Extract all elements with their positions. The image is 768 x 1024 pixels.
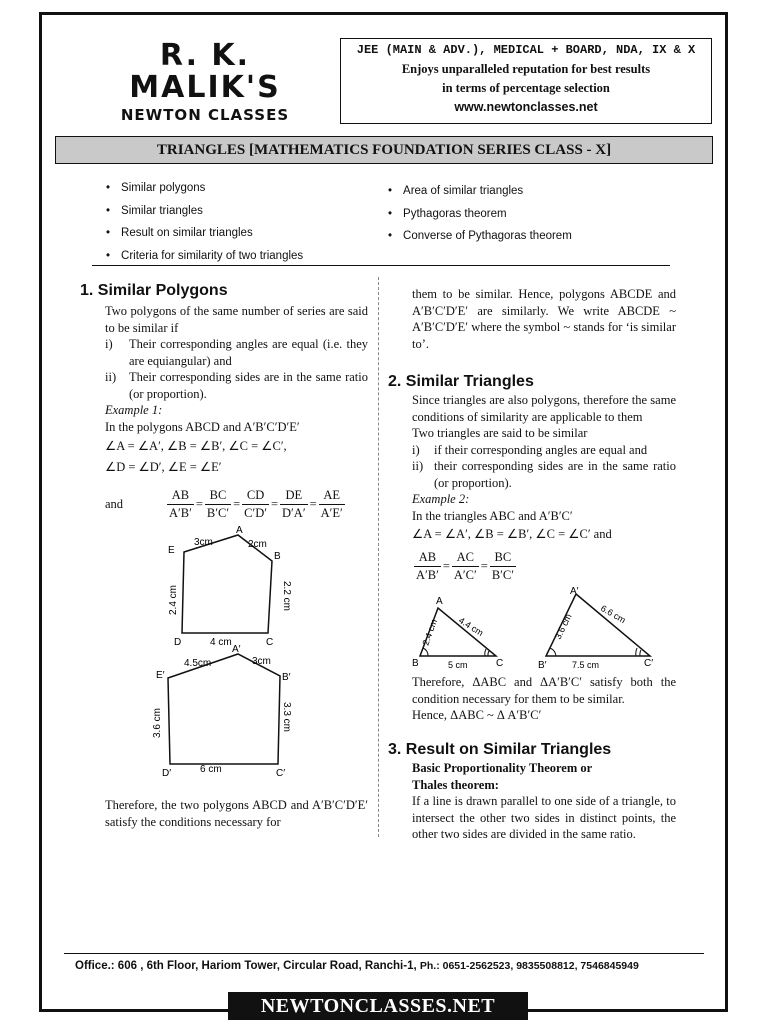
side-label: 5 cm (448, 660, 468, 670)
side-label: 7.5 cm (572, 660, 600, 670)
vertex-label: A′ (570, 586, 579, 597)
ratio-row: and $\frac{AB}{A'B'}$ = $\frac{BC}{B'C'}$ = $\frac{CD}{C'D'}$ = $\frac{DE}{D'A'}$ = $\frac{AE}{A'E'}$ (105, 488, 343, 520)
cond-text: their corresponding sides are in the same ratio (or proportion). (434, 459, 676, 490)
side-label: 2.4 cm (420, 617, 440, 647)
condition-2 (105, 369, 368, 402)
ratio-row-2: $\frac{AB}{A'B'}$ = $\frac{AC}{A'C'}$ = $\frac{BC}{B'C'}$ (416, 550, 514, 582)
hence-text: Hence, ΔABC ~ Δ A′B′C′ (412, 708, 542, 722)
theorem-text: If a line is drawn parallel to one side of a triangle, to intersect the other two sides in distinct points, the other two sides are divided in the same ratio. (412, 794, 676, 841)
topic-item: • Similar triangles (106, 200, 303, 223)
brand-logo (80, 40, 330, 124)
pentagon-figure-1 (140, 525, 320, 650)
vertex-label: A′ (232, 644, 241, 655)
side-label: 3cm (194, 537, 213, 548)
ratio: $\frac{BC}{B'C'}$ (491, 550, 514, 582)
theorem-name: Thales theorem: (412, 777, 499, 792)
section1-body (105, 303, 368, 475)
topic-item: • Similar polygons (106, 177, 303, 200)
office-address: Office.: 606 , 6th Floor, Hariom Tower, Circular Road, Ranchi-1, (75, 960, 417, 972)
ratio: $\frac{AE}{A'E'}$ (320, 488, 343, 520)
side-label: 6.6 cm (599, 603, 628, 626)
vertex-label: D′ (162, 768, 172, 779)
conclusion-text: Therefore, ΔABC and ΔA′B′C′ satisfy both the condition necessary for them to be similar. (412, 675, 676, 706)
pentagon-figure-2 (150, 640, 320, 780)
example-label: Example 2: (412, 492, 470, 506)
cond-text: if their corresponding angles are equal and (434, 442, 648, 457)
vertex-label: E (168, 545, 175, 556)
vertex-label: A (236, 525, 243, 536)
vertex-label: C′ (644, 658, 654, 669)
theorem-name: Basic Proportionality Theorem or (412, 761, 593, 775)
side-label: 2cm (248, 539, 267, 550)
courses-line: JEE (MAIN & ADV.), MEDICAL + BOARD, NDA, IX & X (356, 43, 696, 57)
vertex-label: A (436, 596, 443, 607)
side-label: 6 cm (200, 764, 222, 775)
section3-heading: 3. Result on Similar Triangles (388, 741, 612, 758)
brand-subtitle: NEWTON CLASSES (120, 106, 290, 124)
side-label: 4 cm (210, 637, 232, 648)
section2-para: Two triangles are said to be similar (412, 426, 588, 440)
topic-item: • Area of similar triangles (388, 180, 572, 203)
topic-item: • Result on similar triangles (106, 222, 303, 245)
footer-divider (64, 953, 704, 954)
cond-text: Their corresponding sides are in the same ratio (or proportion). (129, 370, 368, 401)
phone-numbers: Ph.: 0651-2562523, 9835508812, 7546845949 (419, 960, 639, 972)
reputation-line: Enjoys unparalleled reputation for best results (401, 62, 651, 76)
cond-num: i) (105, 337, 113, 351)
section1-intro: Two polygons of the same number of series are said to be similar if (105, 304, 368, 335)
vertex-label: B′ (538, 660, 547, 671)
section2-body (412, 392, 676, 543)
example-line: In the polygons ABCD and A′B′C′D′E′ (105, 419, 300, 434)
similarity-note: them to be similar. Hence, polygons ABCDE and A′B′C′D′E′ are similarly. We write ABCDE ~ A′B′C′D′E′ where the symbol ~ stands for ‘is similar to’. (412, 287, 676, 351)
condition-1 (412, 442, 676, 459)
side-label: 2.2 cm (281, 581, 292, 612)
angle-equalities-2: ∠D = ∠D′, ∠E = ∠E′ (105, 459, 222, 474)
side-label: 3.3 cm (281, 702, 292, 733)
side-label: 4.4 cm (456, 615, 486, 639)
ratio: $\frac{AB}{A'B'}$ (169, 488, 192, 520)
side-label: 3cm (252, 656, 271, 667)
angle-equalities: ∠A = ∠A′, ∠B = ∠B′, ∠C = ∠C′ and (412, 527, 612, 541)
cond-num: i) (412, 442, 420, 457)
section1-heading: 1. Similar Polygons (80, 282, 228, 299)
example-label: Example 1: (105, 403, 163, 417)
section1-conclusion: Therefore, the two polygons ABCD and A′B′C′D′E′ satisfy the conditions necessary for (105, 798, 368, 829)
footer-address (75, 960, 715, 972)
vertex-label: D (174, 637, 182, 648)
vertex-label: C (266, 637, 274, 648)
and-label: and (105, 496, 124, 511)
footer-website[interactable]: NEWTONCLASSES.NET (228, 992, 528, 1020)
cond-num: ii) (105, 370, 117, 384)
ratio: $\frac{CD}{C'D'}$ (244, 488, 267, 520)
ratio: $\frac{AC}{A'C'}$ (453, 550, 477, 582)
topics-divider (92, 265, 670, 266)
section3-body (412, 760, 676, 843)
triangle-figure-1 (404, 586, 504, 672)
ratio: $\frac{AB}{A'B'}$ (416, 550, 439, 582)
vertex-label: C′ (276, 768, 286, 779)
vertex-label: B (274, 551, 281, 562)
condition-1 (105, 336, 368, 369)
column-divider (378, 277, 379, 837)
vertex-label: C (496, 658, 504, 669)
section2-heading: 2. Similar Triangles (388, 373, 534, 390)
vertex-label: E′ (156, 670, 165, 681)
example-line: In the triangles ABC and A′B′C′ (412, 508, 573, 523)
topics-list-left (106, 177, 303, 267)
topic-item: • Criteria for similarity of two triangles (106, 245, 303, 268)
triangle-figure-2 (532, 582, 662, 672)
vertex-label: B (412, 658, 419, 669)
page-title: TRIANGLES [MATHEMATICS FOUNDATION SERIES CLASS - X] (55, 136, 713, 164)
topic-item: • Pythagoras theorem (388, 203, 572, 226)
header-info-box (340, 38, 712, 124)
topics-list-right (388, 180, 572, 248)
angle-equalities-1: ∠A = ∠A′, ∠B = ∠B′, ∠C = ∠C′, (105, 439, 287, 453)
vertex-label: B′ (282, 672, 291, 683)
ratio: $\frac{DE}{D'A'}$ (282, 488, 306, 520)
cond-num: ii) (412, 459, 424, 473)
selection-line: in terms of percentage selection (442, 81, 610, 95)
side-label: 2.4 cm (168, 584, 179, 615)
section2-conclusion (412, 674, 676, 724)
ratio: $\frac{BC}{B'C'}$ (206, 488, 230, 520)
side-label: 4.5cm (184, 658, 212, 669)
side-label: 3.6 cm (552, 612, 574, 641)
side-label: 3.6 cm (152, 707, 163, 738)
cond-text: Their corresponding angles are equal (i.e. they are equiangular) and (129, 337, 368, 368)
topic-item: • Converse of Pythagoras theorem (388, 225, 572, 248)
condition-2 (412, 458, 676, 491)
website-link[interactable]: www.newtonclasses.net (454, 100, 598, 114)
brand-title: R. K. MALIK'S (129, 38, 281, 105)
section2-para: Since triangles are also polygons, therefore the same conditions of similarity are applicable to them (412, 393, 676, 424)
